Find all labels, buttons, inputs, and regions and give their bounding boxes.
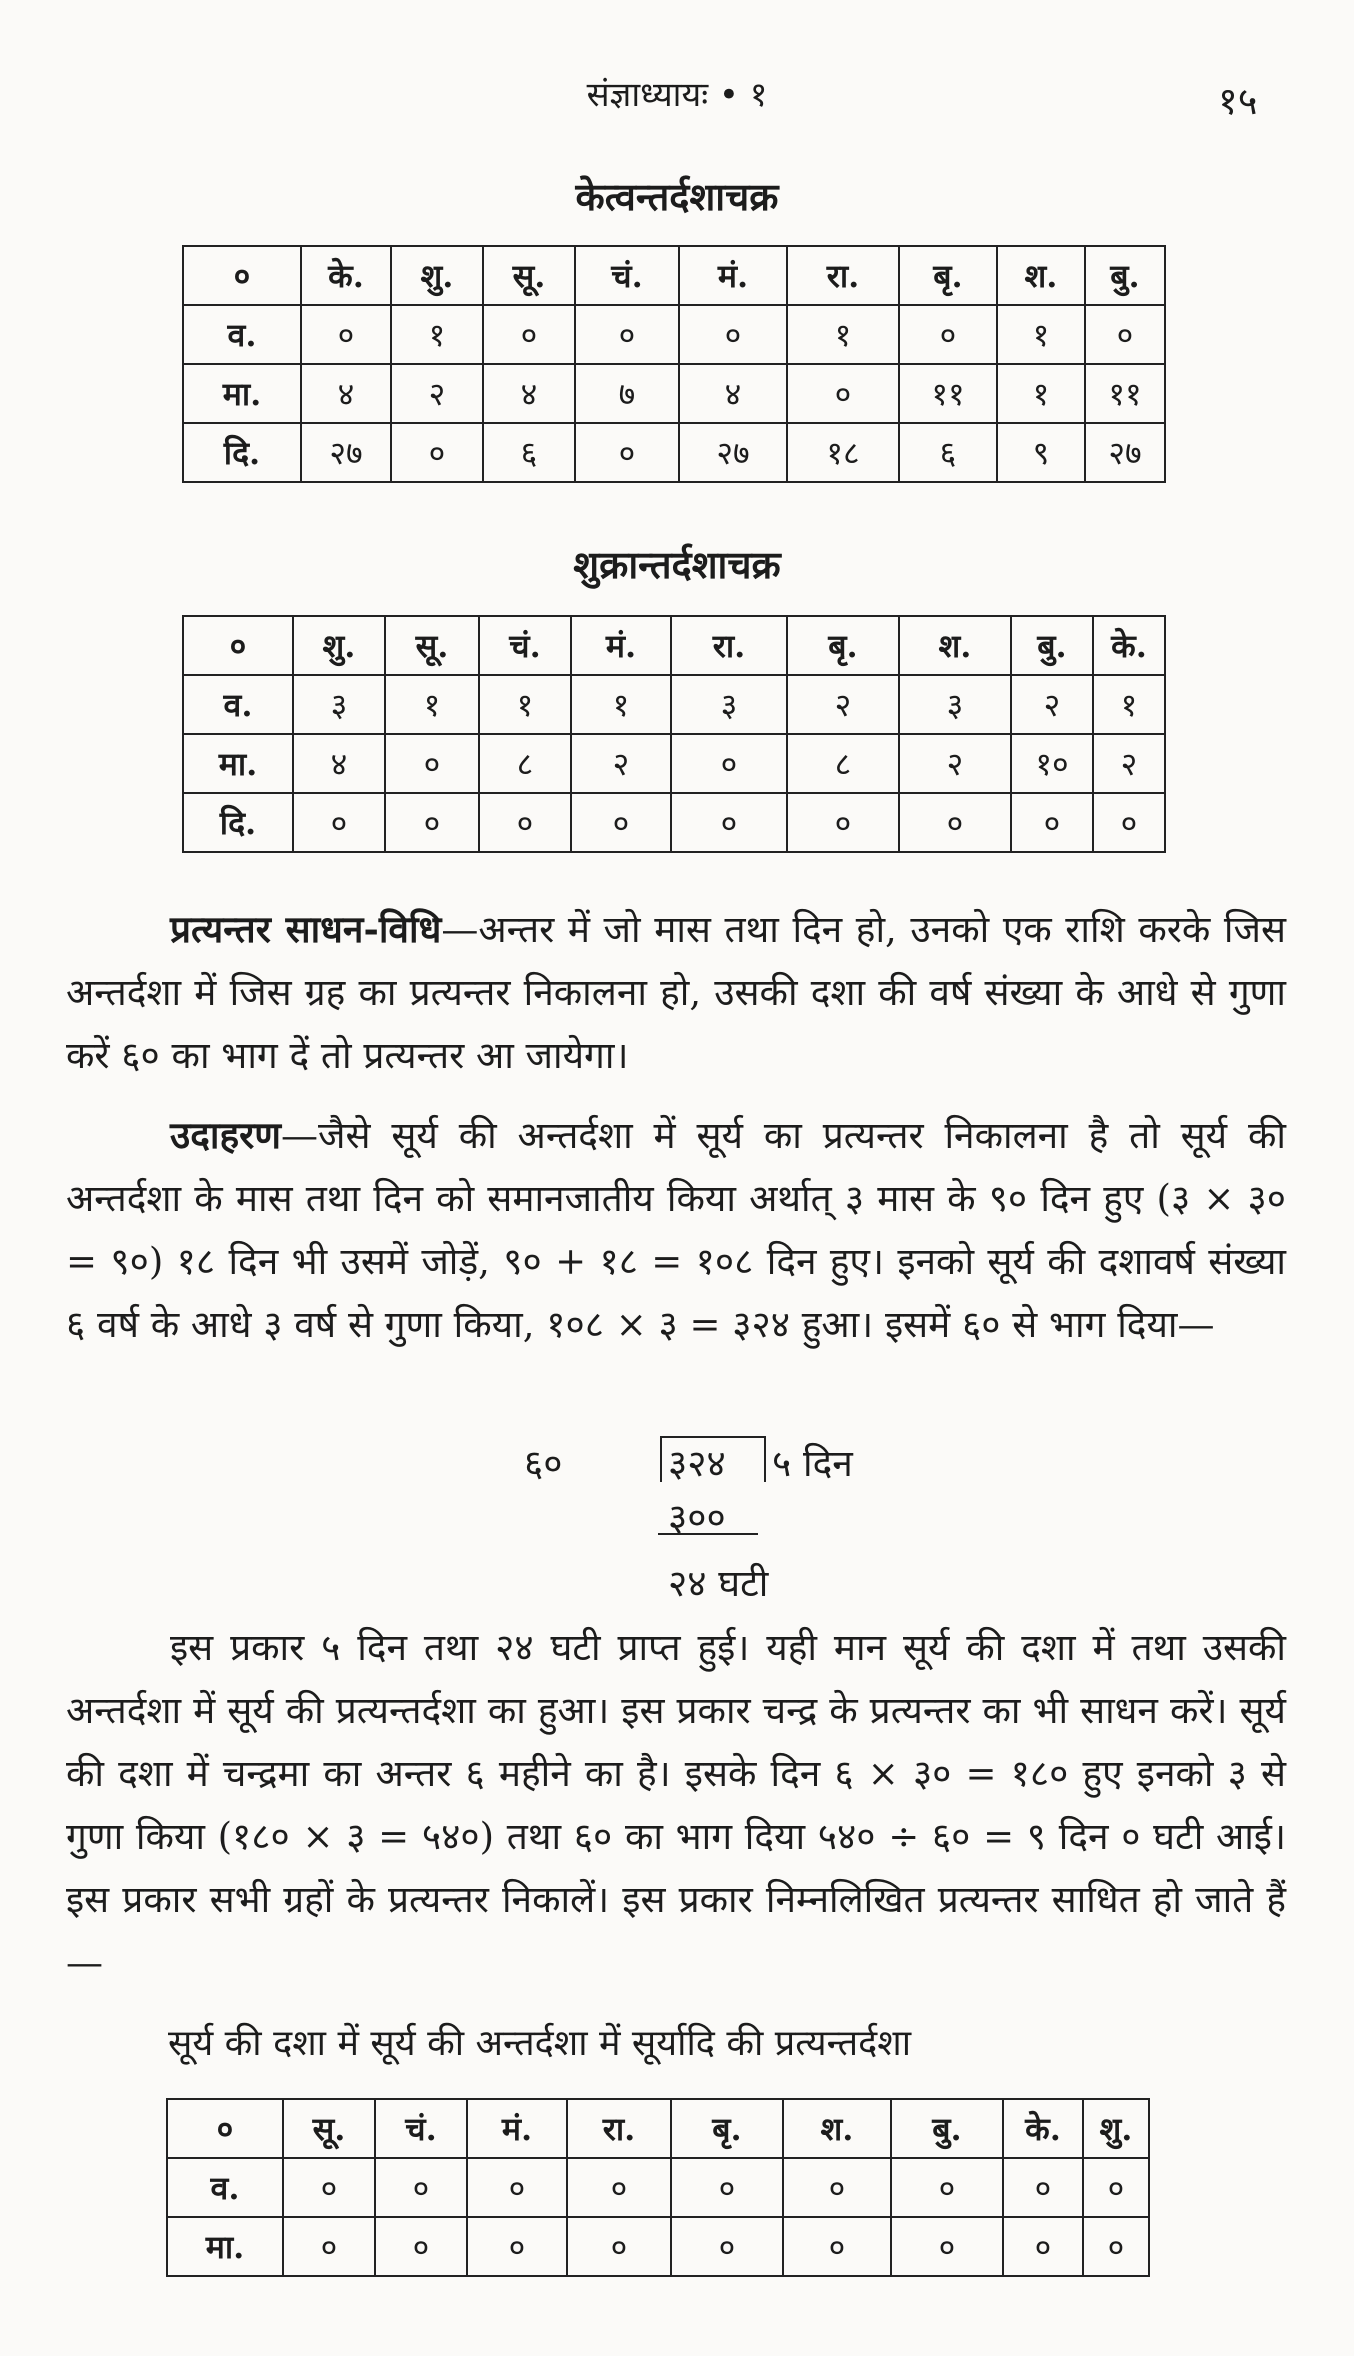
table-cell: १ <box>787 305 899 364</box>
table-cell: ० <box>385 793 479 852</box>
planet-header-cell: के. <box>1093 616 1165 675</box>
planet-header-cell: चं. <box>479 616 571 675</box>
method-paragraph <box>66 898 1286 1087</box>
table-cell: ० <box>571 793 671 852</box>
table-cell: ८ <box>479 734 571 793</box>
table-cell: ० <box>787 793 899 852</box>
surya-table-caption: सूर्य की दशा में सूर्य की अन्तर्दशा में सूर्यादि की प्रत्यन्तर्दशा <box>168 2023 912 2064</box>
table-row <box>183 675 1165 734</box>
method-heading: प्रत्यन्तर साधन-विधि <box>170 907 442 951</box>
division-dividend: ३२४ <box>668 1442 726 1485</box>
table-cell: ४ <box>679 364 787 423</box>
table-cell: ० <box>283 2217 375 2276</box>
planet-header-cell: के. <box>1003 2099 1083 2158</box>
planet-header-cell: बु. <box>1085 246 1165 305</box>
table-cell: ० <box>1083 2158 1149 2217</box>
table-cell: २ <box>1093 734 1165 793</box>
table-cell: ० <box>567 2217 671 2276</box>
table-cell: ० <box>671 2158 783 2217</box>
table-cell: ७ <box>575 364 679 423</box>
planet-header-cell: रा. <box>671 616 787 675</box>
table-cell: १ <box>479 675 571 734</box>
shukra-table-title: शुक्रान्तर्दशाचक्र <box>573 542 781 587</box>
table-cell: ० <box>385 734 479 793</box>
table-cell: ० <box>671 2217 783 2276</box>
example-heading: उदाहरण <box>170 1113 282 1157</box>
table-cell: ० <box>567 2158 671 2217</box>
table-cell: २ <box>899 734 1011 793</box>
table-cell: ० <box>787 364 899 423</box>
table-cell: २७ <box>679 423 787 482</box>
table-cell: ३ <box>899 675 1011 734</box>
row-label-cell: ० <box>183 246 301 305</box>
table-cell: २ <box>571 734 671 793</box>
row-label-cell: मा. <box>183 734 293 793</box>
table-cell: ० <box>679 305 787 364</box>
table-row <box>167 2217 1149 2276</box>
running-title: संज्ञाध्यायः • १ <box>586 75 768 115</box>
table-cell: ० <box>891 2217 1003 2276</box>
row-label-cell: मा. <box>167 2217 283 2276</box>
table-cell: ६ <box>899 423 997 482</box>
planet-header-cell: श. <box>997 246 1085 305</box>
table-cell: ० <box>479 793 571 852</box>
division-remainder: २४ घटी <box>668 1562 769 1605</box>
example-paragraph <box>66 1104 1286 1356</box>
table-cell: ० <box>891 2158 1003 2217</box>
table-cell: १ <box>385 675 479 734</box>
table-row <box>183 793 1165 852</box>
row-label-cell: दि. <box>183 793 293 852</box>
table-cell: ० <box>283 2158 375 2217</box>
planet-header-cell: मं. <box>571 616 671 675</box>
table-cell: ११ <box>1085 364 1165 423</box>
table-cell: ० <box>899 305 997 364</box>
table-header-row <box>183 616 1165 675</box>
planet-header-cell: सू. <box>483 246 575 305</box>
shukra-antardasha-table <box>182 615 1166 853</box>
row-label-cell: व. <box>167 2158 283 2217</box>
row-label-cell: दि. <box>183 423 301 482</box>
table-cell: ० <box>375 2158 467 2217</box>
table-cell: ० <box>483 305 575 364</box>
table-cell: ० <box>467 2158 567 2217</box>
table-row <box>167 2158 1149 2217</box>
table-cell: ० <box>1003 2217 1083 2276</box>
planet-header-cell: शु. <box>293 616 385 675</box>
ketu-table-title: केत्वन्तर्दशाचक्र <box>575 174 779 219</box>
division-quotient: ५ दिन <box>772 1442 853 1485</box>
table-cell: १ <box>1093 675 1165 734</box>
table-cell: ८ <box>787 734 899 793</box>
table-cell: २७ <box>1085 423 1165 482</box>
ketu-antardasha-table <box>182 245 1166 483</box>
table-cell: १० <box>1011 734 1093 793</box>
table-cell: ० <box>575 423 679 482</box>
table-cell: ० <box>1085 305 1165 364</box>
planet-header-cell: श. <box>783 2099 891 2158</box>
table-cell: ० <box>575 305 679 364</box>
conclusion-paragraph <box>66 1616 1286 1994</box>
row-label-cell: ० <box>183 616 293 675</box>
row-label-cell: ० <box>167 2099 283 2158</box>
planet-header-cell: रा. <box>567 2099 671 2158</box>
table-cell: ० <box>671 793 787 852</box>
planet-header-cell: बृ. <box>671 2099 783 2158</box>
planet-header-cell: श. <box>899 616 1011 675</box>
planet-header-cell: बु. <box>891 2099 1003 2158</box>
table-cell: ० <box>1093 793 1165 852</box>
table-header-row <box>183 246 1165 305</box>
table-row <box>183 734 1165 793</box>
planet-header-cell: शु. <box>391 246 483 305</box>
table-row <box>183 305 1165 364</box>
table-cell: ० <box>671 734 787 793</box>
table-cell: ११ <box>899 364 997 423</box>
table-cell: ३ <box>293 675 385 734</box>
planet-header-cell: चं. <box>375 2099 467 2158</box>
table-cell: १ <box>997 305 1085 364</box>
planet-header-cell: बृ. <box>899 246 997 305</box>
table-cell: १ <box>571 675 671 734</box>
table-header-row <box>167 2099 1149 2158</box>
table-row <box>183 423 1165 482</box>
table-cell: ४ <box>483 364 575 423</box>
table-cell: २७ <box>301 423 391 482</box>
table-cell: १८ <box>787 423 899 482</box>
planet-header-cell: मं. <box>467 2099 567 2158</box>
table-cell: ६ <box>483 423 575 482</box>
method-text: —अन्तर में जो मास तथा दिन हो, उनको एक राशि करके जिस अन्तर्दशा में जिस ग्रह का प्रत्यन्तर निकालना हो, उसकी दशा की वर्ष संख्या के आधे से गुणा करें ६० का भाग दें तो प्रत्यन्तर आ जायेगा। <box>66 908 1286 1077</box>
planet-header-cell: चं. <box>575 246 679 305</box>
table-cell: २ <box>787 675 899 734</box>
planet-header-cell: मं. <box>679 246 787 305</box>
table-cell: ० <box>1003 2158 1083 2217</box>
table-cell: ० <box>899 793 1011 852</box>
planet-header-cell: रा. <box>787 246 899 305</box>
planet-header-cell: के. <box>301 246 391 305</box>
table-cell: ३ <box>671 675 787 734</box>
table-cell: ९ <box>997 423 1085 482</box>
table-cell: २ <box>391 364 483 423</box>
table-cell: ४ <box>301 364 391 423</box>
planet-header-cell: बु. <box>1011 616 1093 675</box>
planet-header-cell: बृ. <box>787 616 899 675</box>
row-label-cell: व. <box>183 305 301 364</box>
table-cell: ० <box>783 2217 891 2276</box>
surya-pratyantardasha-table <box>166 2098 1150 2277</box>
page-number: १५ <box>1218 79 1258 123</box>
example-text: —जैसे सूर्य की अन्तर्दशा में सूर्य का प्रत्यन्तर निकालना है तो सूर्य की अन्तर्दशा के मास तथा दिन को समानजातीय किया अर्थात् ३ मास के ९० दिन हुए (३ × ३० = ९०) १८ दिन भी उसमें जोड़ें, ९० + १८ = १०८ दिन हुए। इनको सूर्य की दशावर्ष संख्या ६ वर्ष के आधे ३ वर्ष से गुणा किया, १०८ × ३ = ३२४ हुआ। इसमें ६० से भाग दिया— <box>66 1114 1286 1346</box>
table-cell: ० <box>783 2158 891 2217</box>
table-cell: ४ <box>293 734 385 793</box>
table-cell: ० <box>301 305 391 364</box>
planet-header-cell: सू. <box>385 616 479 675</box>
conclusion-text: इस प्रकार ५ दिन तथा २४ घटी प्राप्त हुई। यही मान सूर्य की दशा में तथा उसकी अन्तर्दशा में सूर्य की प्रत्यन्तर्दशा का हुआ। इस प्रकार चन्द्र के प्रत्यन्तर का भी साधन करें। सूर्य की दशा में चन्द्रमा का अन्तर ६ महीने का है। इसके दिन ६ × ३० = १८० हुए इनको ३ से गुणा किया (१८० × ३ = ५४०) तथा ६० का भाग दिया ५४० ÷ ६० = ९ दिन ० घटी आई। इस प्रकार सभी ग्रहों के प्रत्यन्तर निकालें। इस प्रकार निम्नलिखित प्रत्यन्तर साधित हो जाते हैं— <box>66 1626 1286 1984</box>
table-cell: ० <box>467 2217 567 2276</box>
planet-header-cell: शु. <box>1083 2099 1149 2158</box>
table-cell: ० <box>1011 793 1093 852</box>
planet-header-cell: सू. <box>283 2099 375 2158</box>
table-row <box>183 364 1165 423</box>
table-cell: २ <box>1011 675 1093 734</box>
division-rule <box>658 1533 758 1535</box>
table-cell: १ <box>997 364 1085 423</box>
table-cell: ० <box>293 793 385 852</box>
table-cell: ० <box>391 423 483 482</box>
division-divisor: ६० <box>524 1442 563 1485</box>
table-cell: ० <box>375 2217 467 2276</box>
row-label-cell: व. <box>183 675 293 734</box>
division-subtracted: ३०० <box>668 1496 726 1539</box>
row-label-cell: मा. <box>183 364 301 423</box>
table-cell: ० <box>1083 2217 1149 2276</box>
table-cell: १ <box>391 305 483 364</box>
